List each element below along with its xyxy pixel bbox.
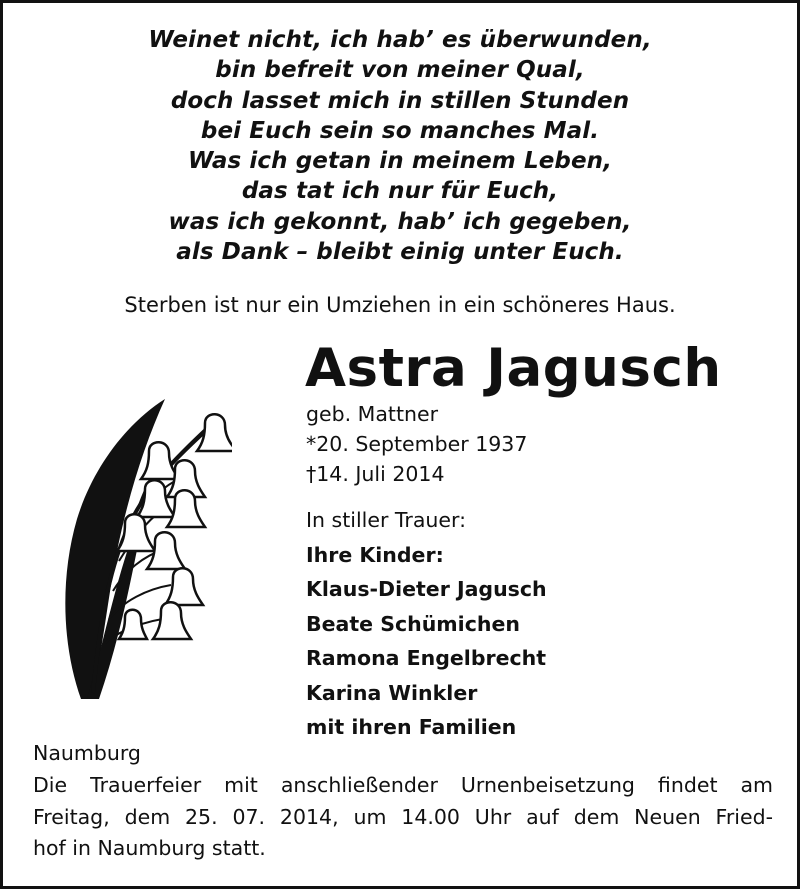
funeral-notice-line: Freitag, dem 25. 07. 2014, um 14.00 Uhr auf dem Neuen Fried-	[33, 804, 773, 829]
deceased-name: Astra Jagusch	[305, 338, 722, 399]
poem-line: Was ich getan in meinem Leben,	[188, 148, 612, 175]
motto: Sterben ist nur ein Umziehen in ein schöneres Haus.	[124, 293, 676, 317]
funeral-notice-line: Die Trauerfeier mit anschließender Urnenbeisetzung findet am	[33, 773, 773, 797]
birth-date: *20. September 1937	[306, 432, 528, 456]
poem-line: Weinet nicht, ich hab’ es überwunden,	[148, 27, 652, 53]
mourners-closing: mit ihren Familien	[306, 715, 517, 739]
funeral-notice-line: hof in Naumburg statt.	[33, 836, 266, 860]
poem	[3, 25, 797, 267]
maiden-name: geb. Mattner	[306, 402, 439, 426]
mourner-name: Klaus-Dieter Jagusch	[306, 577, 547, 601]
funeral-notice	[33, 770, 773, 865]
lily-of-the-valley-icon	[47, 381, 232, 703]
poem-line: bei Euch sein so manches Mal.	[200, 117, 600, 144]
poem-line: was ich gekonnt, hab’ ich gegeben,	[168, 208, 632, 235]
deceased-details	[306, 399, 527, 489]
mourners-list	[306, 503, 547, 745]
poem-line: als Dank – bleibt einig unter Euch.	[176, 239, 624, 266]
poem-line: bin befreit von meiner Qual,	[215, 57, 585, 84]
death-date: †14. Juli 2014	[306, 462, 445, 486]
mourner-name: Beate Schümichen	[306, 611, 520, 636]
mourner-name: Karina Winkler	[306, 680, 478, 705]
place: Naumburg	[33, 741, 141, 765]
poem-line: das tat ich nur für Euch,	[241, 178, 559, 205]
poem-line: doch lasset mich in stillen Stunden	[170, 87, 630, 114]
mourner-name: Ramona Engelbrecht	[306, 646, 547, 670]
mourners-intro: In stiller Trauer:	[306, 508, 466, 532]
mourners-heading: Ihre Kinder:	[306, 542, 444, 567]
